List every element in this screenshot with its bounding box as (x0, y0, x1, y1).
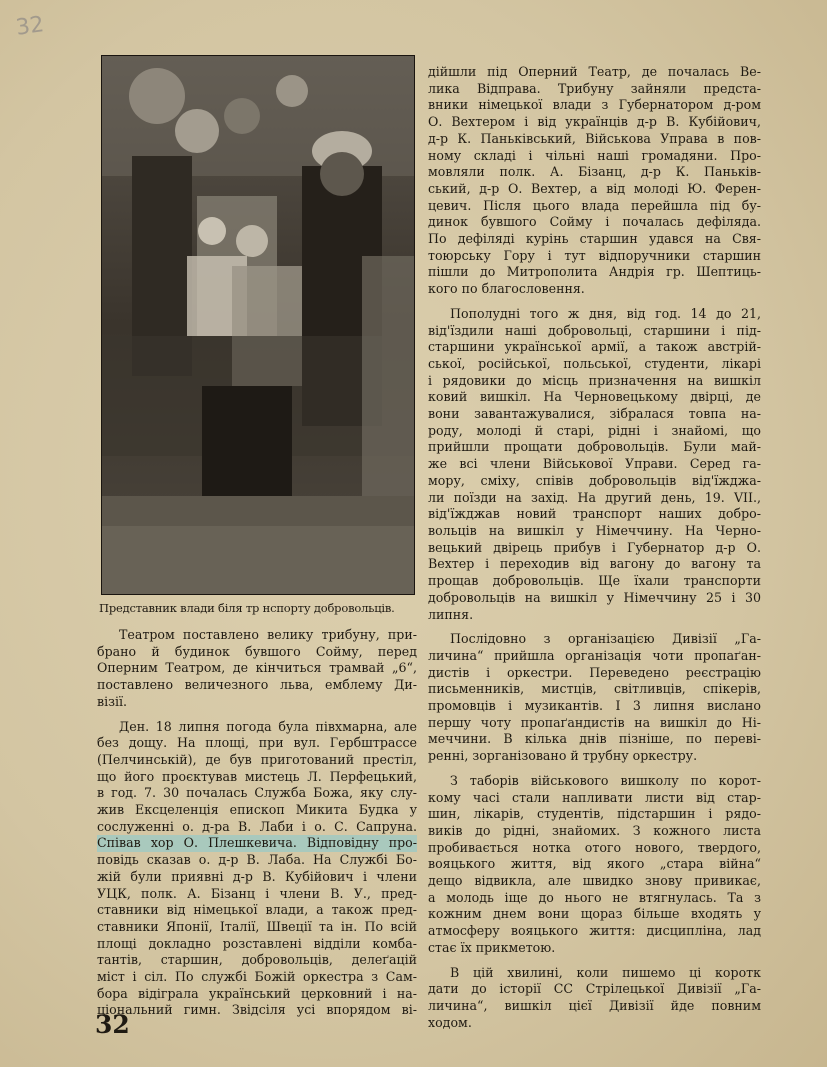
text-line: виків до рідні, знайомих. З кожного листа (428, 822, 761, 838)
text-line: Оперним Театром, де кінчиться трамвай „6“, (97, 660, 417, 676)
text-line: УЦК, полк. А. Бізанц і члени В. У., пред- (97, 885, 417, 901)
text-line: повідь сказав о. д-р В. Лаба. На Службі Бо- (97, 852, 417, 868)
text-line: Послідовно з організацією Дивізії „Га- (450, 631, 761, 647)
text-line: д-р К. Паньківський, Військова Управа в пов- (428, 130, 761, 146)
text-line: від'їздили наші добровольці, старшини і під- (428, 322, 761, 338)
text-line: ставники Японії, Італії, Швеції та ін. По всій (97, 918, 417, 934)
text-line: атмосферу вояцького життя: дисципліна, лад (428, 923, 761, 939)
text-line: старшини української армії, а також австрій- (428, 339, 761, 355)
text-line: лика Відправа. Трибуну зайняли предста- (428, 80, 761, 96)
text-line: стає їх прикметою. (428, 939, 556, 955)
text-line: ренні, зорганізовано й трубну оркестру. (428, 748, 698, 764)
text-line: Театром поставлено велику трибуну, при- (119, 627, 417, 642)
text-line: мовляли полк. А. Бізанц, д-р К. Паньків- (428, 164, 761, 180)
text-line: міст і сіл. По службі Божій оркестра з Сам- (97, 969, 417, 985)
text-line: вояцького життя, від якого „стара війна“ (428, 856, 761, 872)
text-line: ський, д-р О. Вехтер, а від молоді Ю. Ферен- (428, 180, 761, 196)
text-line: бора відіграла український церковний і на- (97, 985, 417, 1001)
text-line: промовців і музикантів. І 3 липня вислано (428, 698, 761, 714)
text-line: жив Ексцеленція епископ Микита Будка у (97, 802, 417, 818)
text-line: поставлено величезного льва, емблему Ди- (97, 677, 417, 693)
left-column (97, 627, 417, 1019)
handwritten-page-number: 32 (14, 12, 46, 41)
text-line: ської, російської, польської, студенти, лікарі (428, 355, 761, 371)
text-line: що його проєктував мистець Л. Перфецький, (97, 768, 417, 784)
text-line: же всі члени Військової Управи. Серед га- (428, 456, 761, 472)
paragraph (428, 306, 761, 623)
crowd-photo-image (102, 56, 414, 594)
text-line: жій були приявні д-р В. Кубійович і члени (97, 868, 417, 884)
text-line: Пополудні того ж дня, від год. 14 до 21, (450, 305, 761, 321)
text-line: шин, лікарів, студентів, підстаршин і рядо- (428, 806, 761, 822)
paragraph (428, 631, 761, 765)
text-line: роду, молоді й старі, рідні і знайомі, що (428, 422, 761, 438)
paragraph (428, 773, 761, 957)
text-line: площі докладно розставлені відділи комба- (97, 935, 417, 951)
text-line: вони завантажувалися, зібралася товпа на- (428, 406, 761, 422)
text-line: Вехтер і переходив від вагону до вагону та (428, 556, 761, 572)
text-line: меччини. В кілька днів пізніше, по переві- (428, 731, 761, 747)
photo-caption: Представник влади біля тр нспорту добровольців. (99, 601, 395, 615)
text-line: і рядовики до місць призначення на вишкіл (428, 372, 761, 388)
text-line: кого по благословення. (428, 281, 585, 297)
text-line: динок бувшого Сойму і почалась дефіляда. (428, 214, 761, 230)
text-line: О. Вехтером і від українців д-р В. Кубійович, (428, 114, 761, 130)
text-line: дещо відвикла, але швидко знову привикає, (428, 873, 761, 889)
text-line: першу чоту пропаґандистів на вишкіл до Ні- (428, 714, 761, 730)
text-line: мору, сміху, співів добровольців від'їжджа- (428, 472, 761, 488)
text-line: З таборів військового вишколу по корот- (450, 772, 761, 788)
paragraph (428, 965, 761, 1032)
text-line: кому часі стали напливати листи від стар- (428, 789, 761, 805)
text-line: дійшли під Оперний Театр, де почалась Ве- (428, 64, 761, 79)
text-line: В цій хвилині, коли пишемо ці коротк (450, 964, 761, 980)
text-line: в год. 7. 30 почалась Служба Божа, яку слу- (97, 785, 417, 801)
text-line: прийшли прощати добровольців. Були май- (428, 439, 761, 455)
text-line: прощав добровольців. Ще їхали транспорти (428, 573, 761, 589)
text-line: дати до історії СС Стрілецької Дивізії „Га- (428, 981, 761, 997)
text-line: пішли до Митрополита Андрія гр. Шептиць- (428, 264, 761, 280)
text-line: від'їжджав новий транспорт наших добро- (428, 506, 761, 522)
text-line: добровольців на вишкіл у Німеччину 25 і 30 (428, 589, 761, 605)
text-line: ли поїзди на захід. На другий день, 19. VII., (428, 489, 761, 505)
text-line: брано й будинок бувшого Сойму, перед (97, 643, 417, 659)
text-line: ходом. (428, 1014, 472, 1030)
paragraph (428, 64, 761, 298)
text-line: а молодь іще до нього не втягнулась. Та з (428, 889, 761, 905)
text-line-highlighted: Співав хор О. Плешкевича. Відповідну про- (97, 835, 417, 851)
text-line: личина“, вишкіл цієї Дивізії йде повним (428, 997, 761, 1013)
text-line: кожним днем вони щораз більше входять у (428, 906, 761, 922)
text-line: личина“ прийшла організація чоти пропаґан- (428, 647, 761, 663)
text-line: ціональний гимн. Звідсіля усі впорядом ві- (97, 1002, 417, 1018)
text-line: вецький двірець прибув і Губернатор д-р О. (428, 539, 761, 555)
right-column (428, 64, 761, 1031)
text-line: ному складі і чільні наші громадяни. Про- (428, 147, 761, 163)
text-line: тантів, старшин, добровольців, делеґацій (97, 952, 417, 968)
text-line: вольців на вишкіл у Німеччину. На Черно- (428, 522, 761, 538)
text-line: ставники від німецької влади, а також пред- (97, 902, 417, 918)
text-line: візії. (97, 693, 128, 709)
text-line: цевич. Після цього влада перейшла під бу- (428, 197, 761, 213)
crowd-photo (101, 55, 415, 595)
text-line: Ден. 18 липня погода була півхмарна, але (119, 718, 417, 734)
text-line: дистів і оркестри. Переведено реєстрацію (428, 664, 761, 680)
text-line: пробивається нотка отого нового, твердого, (428, 839, 761, 855)
text-line: без дощу. На площі, при вул. Гербштрассе (97, 735, 417, 751)
text-line: По дефіляді курінь старшин удався на Свя- (428, 231, 761, 247)
text-line: тоюрську Гору і тут відпоручники старшин (428, 247, 761, 263)
page-number: 32 (95, 1010, 130, 1039)
text-line: вники німецької влади з Губернатором д-ром (428, 97, 761, 113)
paragraph (97, 627, 417, 711)
text-line: ковий вишкіл. На Черновецькому двірці, де (428, 389, 761, 405)
text-line: (Пелчинській), де був приготований престіл, (97, 751, 417, 767)
paragraph (97, 719, 417, 1020)
text-line: сослуженні о. д-ра В. Лаби і о. С. Сапруна. (97, 818, 417, 834)
text-line: липня. (428, 606, 474, 622)
text-line: письменників, мистців, світливців, спікерів, (428, 681, 761, 697)
